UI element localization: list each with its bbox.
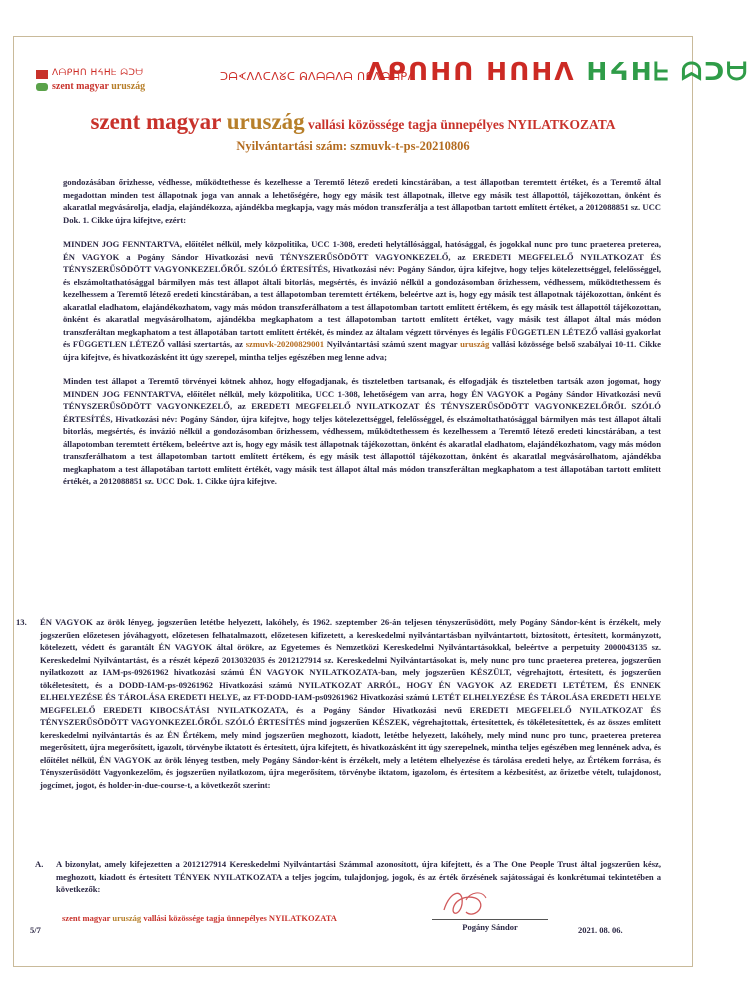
footer-title-part3: vallási közössége tagja ünnepélyes NYILATKOZATA [141,913,337,923]
document-title [0,109,706,135]
signer-name: Pogány Sándor [462,922,518,932]
title-part1: szent magyar [90,109,227,134]
rune-inscription-middle: ᑐᗩᗉᐱᐱᑕᐱᘜᑕ ᕱᐱᗩᗩᐱᗩ ᑎᑭᐱᗩᗩᑭᐱ [220,70,416,83]
green-leaf-icon [36,83,48,91]
paragraph-2-text-a: MINDEN JOG FENNTARTVA, előítélet nélkül, mely közpolitika, UCC 1-308, eredeti helytállósággal, hatósággal, és jogokkal nunc pro tunc praeterea preterea, ÉN VAGYOK a Pogány Sándor Hivatkozási nevű TÉNYSZERŰSÖDÖTT VAGYONKEZELŐ, az EREDETI MEGFELELŐ NYILATKOZAT ÉS TÉNYSZERŰSÖDÖTT VAGYONKEZELŐRŐL SZÓLÓ ÉRTESÍTÉS, Hivatkozási név: Pogány Sándor, újra kifejtve, hogy teljes kötelezettséggel, felelősséggel, és elszámoltathatósággal bármilyen más test állapot általi bitorlás, megsértés, és invázió nélkül a gondozásomban őrizhessem, védhessem, működtethessem és kezelhessem a Teremtő létező eredeti kincstárában, a test állapotomban teremtett értékem, beleértve azt is, hogy egy másik test állapotnak tájékozottan, önként és akaratlal eladhatom, elajándékozhatom, vagy más módon transzferálhatom a test állapotomban tartott említett értékem, és egy másik test állapottól tájékozottan, önként és akaratlal megvásárolhatom, ajándékba megkaphatom a test állapotomban tartott említett értéket, vagy másik test állapot által más módon transzferáltan megkaphatom a test állapotában tartott említett értékét, és mindez az általam végzett törvényes és legális FÜGGETLEN LÉTEZŐ vallási gyakorlat és FÜGGETLEN LÉTEZŐ vallási szertartás, az [63,239,661,349]
rune-large-green: ᕼᔦᕼᖶ ᗣᑐᗨ [586,57,749,86]
paragraph-3: Minden test állapot a Teremtő törvényei kötnek ahhoz, hogy elfogadjanak, és tiszteletben tartsanak, és elfogadják és tiszteletben tartsák azon jogomat, hogy MINDEN JOG FENNTARTVA, előítélet nélkül, mely közpolitika, UCC 1-308, lehetőségem van arra, hogy ÉN VAGYOK a Pogány Sándor Hivatkozási nevű TÉNYSZERŰSÖDÖTT VAGYONKEZELŐ, az EREDETI MEGFELELŐ NYILATKOZAT ÉS TÉNYSZERŰSÖDÖTT VAGYONKEZELŐRŐL SZÓLÓ ÉRTESÍTÉS, Hivatkozási név: Pogány Sándor, újra kifejtve, hogy teljes kötelezettséggel, felelősséggel, és elszámoltathatósággal bármilyen más test állapot általi bitorlás, megsértés, és invázió nélkül a gondozásomban őrizhessem, védhessem, működtethessem és kezelhessem a Teremtő létező eredeti kincstárában, a test állapotomban teremtett értékem, beleértve azt is, hogy egy másik test állapotnak tájékozottan, önként és akaratlal eladhatom, elajándékozhatom, vagy más módon transzferálhatom a test állapotomban tartott említett értékem, és egy másik test állapottól tájékozottan, önként és akaratlal megvásárolhatom, ajándékba megkaphatom a test állapotában tartott említett értékét, vagy másik test állapot által más módon transzferáltan megkaphatom a test állapotában tartott említett értékét, a 2012088851 sz. UCC Dok. 1. Cikke újra kifejtve. [63,376,661,486]
item-text: ÉN VAGYOK az örök lényeg, jogszerűen letétbe helyezett, lakóhely, és 1962. szeptember 26-án teljesen tényszerűsödött, mely Pogány Sándor-ként is érzékelt, mely jogszerűen előzetesen jóváhagyott, előzetesen felhatalmazott, előzetesen kifizetett, a kereskedelmi nyilvántartásban nyilvántartott, biztosított, értesített, kormányzott, kötelezett, védett és garantált ÉN VAGYOK által örökre, az Egyetemes és Nemzetközi Kereskedelmi Nyilvántartásokkal, beleértve a perpetuity 2000043135 sz. Kereskedelmi Nyilvántartást, és a részét képező 2013032035 és 2012127914 sz. Kereskedelmi Nyilvántartásokat is, mely nunc pro tunc praeterea preterea, jogszerűen nyilatkozott az IAM-ps-09261962 hivatkozási számú ÉN VAGYOK NYILATKOZATA-ban, mely jogszerűen KÉSZÜLT, végrehajtott, értesített, és jogszerűen tökéletesített, és a DODD-IAM-ps-09261962 Hivatkozási számú NYILATKOZAT ARRÓL, HOGY ÉN VAGYOK AZ EREDETI LETÉTEM, ÉS ENNEK ELHELYEZÉSE ÉS TÁROLÁSA EREDETI HELYE, az FT-DODD-IAM-ps09261962 Hivatkozási számú LETÉT ELHELYEZÉSE ÉS TÁROLÁSA EREDETI HELYE MEGFELELŐ EREDETI KIBOCSÁTÁSI NYILATKOZATA, és a Pogány Sándor Hivatkozási nevű EREDETI MEGFELELŐ NYILATKOZAT ÉS TÉNYSZERŰSÖDÖTT VAGYONKEZELŐRŐL SZÓLÓ ÉRTESÍTÉS mind jogszerűen KÉSZEK, végrehajtottak, értesítettek, és tökéletesítettek, és az összes említett kereskedelmi nyilvántartás és az ÉN Értékem, mely mind jogszerűen meghozott, kiadott, letétbe helyezett, lakóhely, mely mind nunc pro tunc, praeterea preterea megerősített, újra megerősített, igazolt, törvénybe iktatott és értesített, újra kifejtett, és hivatkozásként itt úgy szerepelnek, mintha teljes egészében meg lennének adva, és előítélet nélkül, ÉN VAGYOK az örök lényeg testben, mely Pogány Sándor-ként is érzékelt, mely a letétem elhelyezése és tárolása eredeti helye, az Értékem forrása, és Tényszerűsödött Vagyonkezelőm, és jogszerűen nyilatkozom, újra megerősítem, törvénybe iktatom, igazolom, és értesítem a kézbesítést, az őrizetbe vételt, tulajdonost, jogcímet, jogot, és holder-in-due-course-t, a következőt szerint: [40,617,661,790]
logo-text-part1: szent magyar [52,81,112,92]
paragraph-2-code: szmuvk-20200829001 [245,339,324,349]
registration-number: Nyilvántartási szám: szmuvk-t-ps-20210806 [236,139,470,153]
small-rune-text: ᐱᗩᑭᕼᑎ ᕼᔦᕼᖶ ᗣᑐᗨ [52,68,144,78]
rune-inscription-large [366,57,749,87]
red-flag-icon [36,70,48,79]
footer-title-part1: szent magyar [62,913,113,923]
footer-title-part2: uruszág [112,913,142,923]
sub-item-text: A bizonylat, amely kifejezetten a 2012127914 Kereskedelmi Nyilvántartási Számmal azonosított, újra kifejtett, és a The One People Trust által jogszerűen kész, meghozott, kiadott és értesített TÉNYEK NYILATKOZATA a teljes jogcím, tulajdonjog, jogok, és az érték őrzésének sajátosságai és konkrétumai tekintetében a következők: [56,859,661,894]
paragraph-2 [63,238,661,363]
footer-title [62,913,337,923]
title-community [90,109,304,134]
paragraph-2-text-b: Nyilvántartási számú szent magyar [324,339,461,349]
item-number: 13. [16,617,27,627]
logo-text [52,81,145,92]
title-part2: uruszág [226,109,305,134]
signature-line [432,919,548,920]
signature-date: 2021. 08. 06. [578,925,623,935]
sub-item-letter: A. [35,859,44,869]
paragraph-2-uruszag: uruszág [460,339,490,349]
title-part3: vallási közössége tagja ünnepélyes NYILATKOZATA [304,117,616,132]
sub-item-a [35,858,661,896]
document-body [63,176,661,500]
logo-text-part2: uruszág [111,81,146,92]
rune-large-red: ᐱᑭᑎᕼᑎ ᕼᑎᕼᐱ [366,57,576,86]
page-number: 5/7 [30,925,41,935]
paragraph-1: gondozásában őrizhesse, védhesse, működtethesse és kezelhesse a Teremtő létező eredeti kincstárában, a test állapotban teremtett értéket, és a Teremtő által megadottan minden test állapotnak joga van annak a lehetőségére, hogy egy másik test állapotnak, illetve egy másik test állapottól, tájékozottan, önként és akaratlal megvásárolja, eladja, elajándékozza, ajándékba megkapja, vagy más módon transzferálja a test állapotban tartott említett értéket, a 2012088851 sz. UCC Dok. 1. Cikke újra kifejtve, ezért: [63,177,661,225]
numbered-item-13 [16,616,661,791]
paragraph-2-text-c: vallási közössége belső szabályai 10-11. Cikke újra kifejtve, és hivatkozásként itt úgy szerepel, mintha teljes egészében meg lenne adva; [63,339,661,362]
